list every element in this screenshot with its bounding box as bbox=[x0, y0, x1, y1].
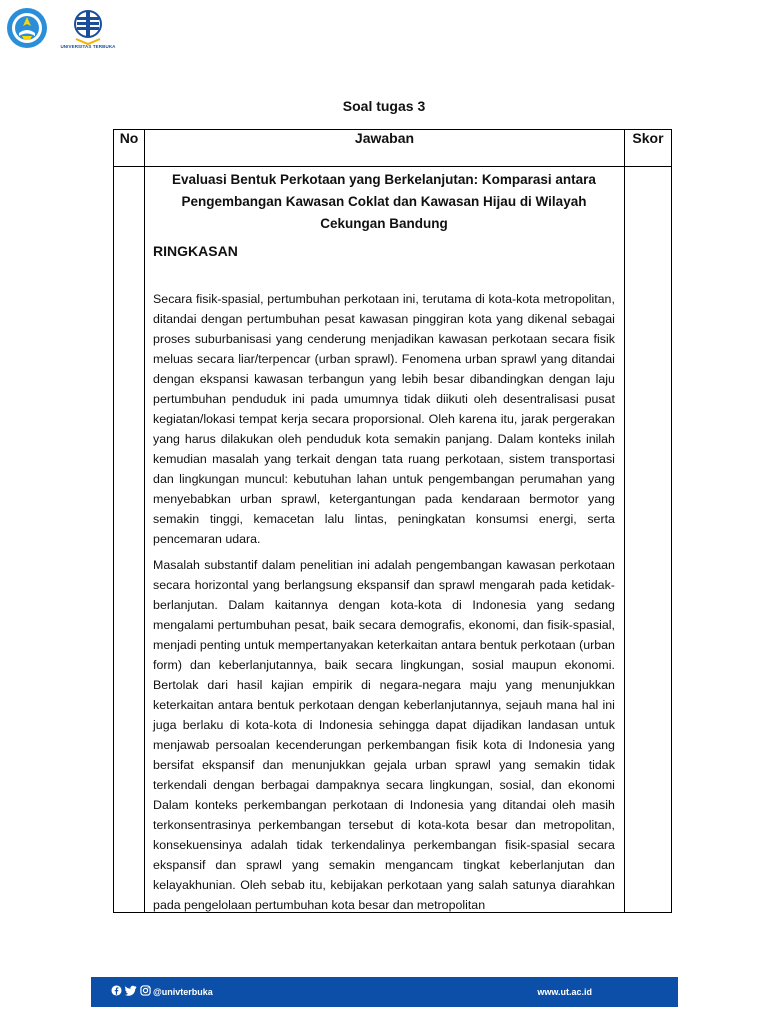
section-heading: RINGKASAN bbox=[153, 243, 238, 259]
document-title: Soal tugas 3 bbox=[342, 98, 426, 114]
paragraph-1: Secara fisik-spasial, pertumbuhan perkotaan ini, terutama di kota-kota metropolitan, ditandai dengan pertumbuhan pesat kawasan pinggiran kota yang dikenal sebagai proses suburbanisasi yang cenderung menjadikan kawasan perkotaan secara fisik meluas secara liar/terpencar (urban sprawl). Fenomena urban sprawl yang ditandai dengan ekspansi kawasan terbangun yang lebih besar dibandingkan dengan laju pertumbuhan penduduk ini pada umumnya tidak diikuti oleh desentralisasi pusat kegiatan/lokasi tempat kerja secara proporsional. Oleh karena itu, jarak pergerakan yang harus dilakukan oleh penduduk kota semakin panjang. Dalam konteks inilah kemudian masalah yang terkait dengan tata ruang perkotaan, sistem transportasi dan lingkungan muncul: kebutuhan lahan untuk pengembangan perumahan yang menyebabkan urban sprawl, ketergantungan pada kendaraan bermotor yang semakin tinggi, kemacetan lalu lintas, peningkatan konsumsi energi, serta pencemaran udara. bbox=[153, 292, 615, 546]
header-skor: Skor bbox=[624, 130, 671, 167]
header-no: No bbox=[114, 130, 145, 167]
answer-title: Evaluasi Bentuk Perkotaan yang Berkelanjutan: Komparasi antara Pengembangan Kawasan Coklat dan Kawasan Hijau di Wilayah Cekungan Bandung bbox=[172, 172, 596, 231]
twitter-icon[interactable] bbox=[125, 983, 137, 1001]
cell-jawaban bbox=[145, 167, 625, 913]
table-row bbox=[114, 167, 672, 913]
answer-table bbox=[113, 129, 672, 913]
header-jawaban: Jawaban bbox=[145, 130, 625, 167]
social-icons bbox=[111, 985, 151, 999]
kemdikbud-logo-icon bbox=[6, 6, 48, 50]
table-header-row bbox=[114, 130, 672, 167]
website-link[interactable]: www.ut.ac.id bbox=[537, 987, 592, 997]
ut-logo-text: UNIVERSITAS TERBUKA bbox=[60, 44, 116, 49]
social-handle[interactable]: @univterbuka bbox=[153, 987, 213, 997]
instagram-icon[interactable] bbox=[140, 983, 151, 1001]
cell-no bbox=[114, 167, 145, 913]
footer-bar bbox=[91, 977, 678, 1007]
cell-skor bbox=[624, 167, 671, 913]
facebook-icon[interactable] bbox=[111, 983, 122, 1001]
paragraph-2: Masalah substantif dalam penelitian ini adalah pengembangan kawasan perkotaan secara horizontal yang berlangsung ekspansif dan sprawl mengarah pada ketidak-berlanjutan. Dalam kaitannya dengan kota-kota di Indonesia yang sedang mengalami pertumbuhan pesat, baik secara demografis, ekonomi, dan fisik-spasial, menjadi penting untuk mempertanyakan keterkaitan antara bentuk perkotaan (urban form) dan keberlanjutannya, baik secara lingkungan, sosial maupun ekonomi. Bertolak dari hasil kajian empirik di negara-negara maju yang menunjukkan keterkaitan antara bentuk perkotaan dengan keberlanjutannya, sejauh mana hal ini juga berlaku di kota-kota di Indonesia sehingga dapat dijadikan landasan untuk menjawab persoalan kecenderungan perkembangan fisik kota di Indonesia yang bersifat ekspansif dan menunjukkan gejala urban sprawl yang semakin tidak terkendali dengan berbagai dampaknya secara lingkungan, sosial, dan ekonomi Dalam konteks perkembangan perkotaan di Indonesia yang ditandai oleh masih terkonsentrasinya perkembangan tersebut di kota-kota besar dan metropolitan, konsekuensinya adalah tidak terkendalinya perkembangan fisik-spasial secara ekspansif dan sprawl yang semakin mengancam tingkat keberlanjutan dan kelayakhunian. Oleh sebab itu, kebijakan perkotaan yang salah satunya diarahkan pada pengelolaan pertumbuhan kota besar dan metropolitan bbox=[153, 558, 615, 912]
